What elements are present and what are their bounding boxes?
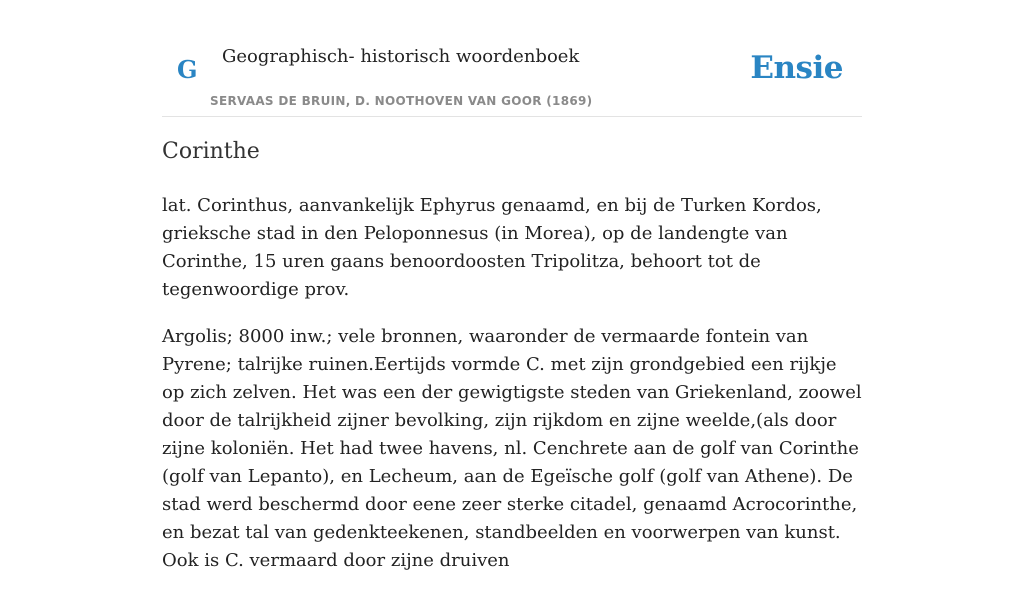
book-authors: SERVAAS DE BRUIN, D. NOOTHOVEN VAN GOOR (1869) bbox=[210, 94, 593, 108]
header bbox=[162, 0, 862, 117]
entry-title: Corinthe bbox=[162, 139, 260, 164]
entry-paragraph: lat. Corinthus, aanvankelijk Ephyrus genaamd, en bij de Turken Kordos, grieksche stad in den Peloponnesus (in Morea), op de landengte van Corinthe, 15 uren gaans benoordoosten Tripolitza, behoort tot de tegenwoordige prov. bbox=[162, 195, 822, 300]
entry-content bbox=[162, 192, 862, 594]
book-logo-icon[interactable]: G bbox=[177, 55, 198, 84]
page bbox=[162, 0, 862, 571]
ensie-logo-link[interactable]: Ensie bbox=[750, 50, 843, 86]
book-title-link[interactable]: Geographisch- historisch woordenboek bbox=[222, 46, 580, 67]
entry-paragraph: Argolis; 8000 inw.; vele bronnen, waaronder de vermaarde fontein van Pyrene; talrijke ruinen.Eertijds vormde C. met zijn grondgebied een rijkje op zich zelven. Het was een der gewigtigste steden van Griekenland, zoowel door de talrijkheid zijner bevolking, zijn rijkdom en zijne weelde,(als door zijne koloniën. Het had twee havens, nl. Cenchrete aan de golf van Corinthe (golf van Lepanto), en Lecheum, aan de Egeïsche golf (golf van Athene). De stad werd beschermd door eene zeer sterke citadel, genaamd Acrocorinthe, en bezat tal van gedenkteekenen, standbeelden en voorwerpen van kunst. Ook is C. vermaard door zijne druiven bbox=[162, 326, 862, 571]
